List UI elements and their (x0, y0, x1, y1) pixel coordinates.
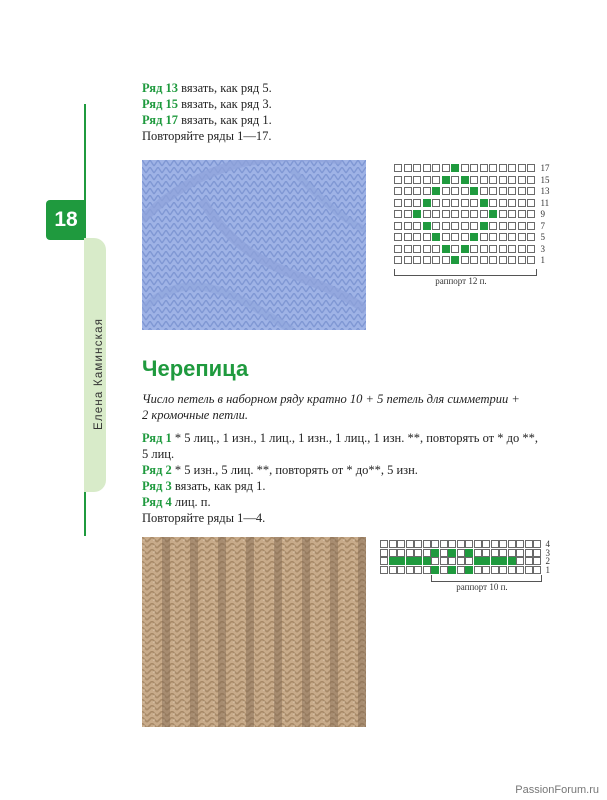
chart-cell (525, 549, 533, 557)
chart-cell (480, 164, 488, 172)
row-text: вязать, как ряд 5. (178, 81, 272, 95)
chart-cell (404, 245, 412, 253)
chart-cell (461, 176, 469, 184)
chart-cell (404, 210, 412, 218)
chart-cell (470, 176, 478, 184)
chart-cell (527, 187, 535, 195)
chart-cell (527, 199, 535, 207)
chart-cell (397, 549, 405, 557)
chart-cell (404, 164, 412, 172)
chart-cell (518, 245, 526, 253)
chart-row-label: 5 (540, 232, 545, 242)
chart-cell (451, 256, 459, 264)
chart-cell (508, 164, 516, 172)
chart-cell (470, 187, 478, 195)
chart-cell (442, 245, 450, 253)
chart-cell (499, 256, 507, 264)
chart-cell (525, 566, 533, 574)
chart-row-label: 11 (540, 197, 550, 208)
row-4 (142, 494, 211, 510)
chart-cell (491, 566, 499, 574)
row-label: Ряд 4 (142, 495, 172, 509)
chart-cell (499, 566, 507, 574)
chart-cell (508, 233, 516, 241)
chart-cell (508, 549, 516, 557)
chart-cell (431, 566, 439, 574)
chart-cell (451, 187, 459, 195)
knit-swatch-beige (142, 537, 366, 727)
chart-cell (499, 187, 507, 195)
chart-cell (461, 222, 469, 230)
chart-cell (465, 557, 473, 565)
chart-cell (442, 187, 450, 195)
chart-cell (414, 540, 422, 548)
chart-cell (394, 176, 402, 184)
chart-cell (414, 566, 422, 574)
chart-cell (525, 540, 533, 548)
intro-line-1: Число петель в наборном ряду кратно 10 + 5 петель для симметрии + (142, 392, 520, 406)
chart-cell (489, 164, 497, 172)
row-text: лиц. п. (171, 495, 211, 509)
chart-cell (461, 199, 469, 207)
chart-cell (480, 176, 488, 184)
chart-cell (442, 222, 450, 230)
row-label: Ряд 2 (142, 463, 172, 477)
chart-cell (448, 557, 456, 565)
row-label: Ряд 15 (142, 97, 179, 111)
chart-cell (518, 176, 526, 184)
chart-cell (527, 256, 535, 264)
chart-cell (508, 176, 516, 184)
chart-cell (394, 210, 402, 218)
chart-cell (432, 210, 440, 218)
chart-row-label: 1 (545, 564, 550, 575)
top-row-15 (142, 96, 272, 112)
chart-cell (508, 187, 516, 195)
chart-cell (451, 199, 459, 207)
chart-row-label: 7 (540, 220, 545, 231)
chart-cell (508, 256, 516, 264)
chart-cell (404, 222, 412, 230)
chart-cell (394, 245, 402, 253)
chart-cell (482, 549, 490, 557)
chart-cell (423, 245, 431, 253)
chart-cell (413, 176, 421, 184)
chart-cell (451, 245, 459, 253)
chart-cell (508, 245, 516, 253)
chart-row-label: 17 (540, 163, 550, 173)
chart-cell (461, 210, 469, 218)
chart-cell (461, 233, 469, 241)
chart-cell (533, 566, 541, 574)
chart-cell (470, 164, 478, 172)
chart-cell (480, 233, 488, 241)
chart-cell (489, 199, 497, 207)
chart-cell (474, 566, 482, 574)
chart-cell (518, 187, 526, 195)
chart-cell (470, 233, 478, 241)
chart-cell (516, 566, 524, 574)
chart-cell (432, 256, 440, 264)
chart-cell (394, 233, 402, 241)
chart-cell (431, 540, 439, 548)
chart-cell (406, 557, 414, 565)
chart-cell (432, 164, 440, 172)
chart-cell (440, 549, 448, 557)
chart-cell (489, 176, 497, 184)
section-title: Черепица (142, 356, 249, 381)
row-text: вязать, как ряд 1. (178, 113, 272, 127)
chart-cell (527, 222, 535, 230)
chart-cell (499, 549, 507, 557)
chart-cell (533, 540, 541, 548)
chart-cell (423, 549, 431, 557)
chart-cell (499, 164, 507, 172)
chart-cell (489, 210, 497, 218)
chart-cell (404, 256, 412, 264)
chart-cell (389, 540, 397, 548)
chart-cell (440, 557, 448, 565)
chart-cell (380, 566, 388, 574)
chart-cell (480, 187, 488, 195)
chart-cell (518, 164, 526, 172)
chart-cell (499, 222, 507, 230)
chart-cell (499, 233, 507, 241)
chart-cell (397, 557, 405, 565)
chart-cell (380, 540, 388, 548)
chart-cell (413, 245, 421, 253)
chart-cell (480, 245, 488, 253)
chart-cell (432, 199, 440, 207)
chart-cell (508, 557, 516, 565)
chart-cell (508, 210, 516, 218)
chart-cell (474, 549, 482, 557)
chart-cell (406, 566, 414, 574)
chart-cell (491, 557, 499, 565)
top-row-13 (142, 80, 272, 96)
chart-cell (423, 164, 431, 172)
chart-cell (482, 557, 490, 565)
chart-row-label: 3 (545, 547, 550, 558)
chart-cell (508, 540, 516, 548)
chart-cell (457, 557, 465, 565)
chart-cell (414, 549, 422, 557)
chart-cell (482, 566, 490, 574)
chart-cell (499, 557, 507, 565)
chart-cell (518, 199, 526, 207)
chart-cell (491, 540, 499, 548)
chart-cell (480, 222, 488, 230)
row-label: Ряд 1 (142, 431, 172, 445)
chart-cell (499, 540, 507, 548)
chart-cell (527, 245, 535, 253)
chart-cell (527, 233, 535, 241)
chart-cell (423, 557, 431, 565)
row-text: вязать, как ряд 1. (171, 479, 266, 493)
chart-cell (404, 199, 412, 207)
chart-cell (413, 210, 421, 218)
chart-cell (423, 210, 431, 218)
chart-cell (431, 549, 439, 557)
top-repeat: Повторяйте ряды 1—17. (142, 129, 272, 143)
chart-cell (380, 549, 388, 557)
chart-cell (527, 164, 535, 172)
chart-cell (448, 549, 456, 557)
chart-cell (474, 557, 482, 565)
rapport-label: раппорт 12 п. (435, 275, 487, 286)
chart-cell (508, 199, 516, 207)
chart-cell (413, 222, 421, 230)
chart-cell (489, 256, 497, 264)
chart-cell (516, 540, 524, 548)
row-1-line-2: 5 лиц. (142, 447, 175, 461)
chart-cell (499, 245, 507, 253)
chart-cell (516, 557, 524, 565)
chart-cell (442, 199, 450, 207)
knit-swatch-blue (142, 160, 366, 330)
author-name: Елена Каминская (93, 317, 105, 430)
chart-cell (432, 187, 440, 195)
chart-cell (489, 187, 497, 195)
watermark: PassionForum.ru (515, 784, 599, 796)
chart-cell (451, 233, 459, 241)
chart-cell (423, 176, 431, 184)
chart-cell (432, 176, 440, 184)
chart-cell (442, 256, 450, 264)
chart-cell (465, 549, 473, 557)
chart-cell (423, 256, 431, 264)
chart-cell (525, 557, 533, 565)
chart-cell (518, 210, 526, 218)
chart-cell (397, 566, 405, 574)
rapport-bracket (394, 269, 537, 276)
chart-cell (465, 540, 473, 548)
chart-cell (533, 549, 541, 557)
chart-cell (404, 176, 412, 184)
chart-cell (389, 566, 397, 574)
chart-cell (394, 199, 402, 207)
chart-cell (451, 164, 459, 172)
chart-row-label: 4 (545, 539, 550, 549)
chart-cell (489, 222, 497, 230)
chart-cell (431, 557, 439, 565)
chart-cell (489, 245, 497, 253)
row-label: Ряд 17 (142, 113, 179, 127)
chart-cell (423, 233, 431, 241)
chart-cell (451, 210, 459, 218)
chart-row-label: 9 (540, 209, 545, 219)
row-text: вязать, как ряд 3. (178, 97, 272, 111)
chart-cell (423, 222, 431, 230)
chart-cell (406, 549, 414, 557)
chart-cell (389, 557, 397, 565)
chart-cell (442, 176, 450, 184)
chart-cell (508, 566, 516, 574)
chart-cell (461, 164, 469, 172)
chart-cell (406, 540, 414, 548)
row-text: * 5 изн., 5 лиц. **, повторять от * до**, 5 изн. (171, 463, 418, 477)
chart-cell (527, 176, 535, 184)
chart-cell (470, 222, 478, 230)
chart-cell (397, 540, 405, 548)
chart-cell (533, 557, 541, 565)
chart-cell (461, 256, 469, 264)
chart-cell (413, 199, 421, 207)
chart-cell (413, 164, 421, 172)
chart-cell (461, 245, 469, 253)
chart-cell (423, 199, 431, 207)
chart-cell (404, 187, 412, 195)
chart-cell (516, 549, 524, 557)
top-row-17 (142, 112, 272, 128)
row-label: Ряд 13 (142, 81, 179, 95)
row-2 (142, 462, 418, 478)
chart-cell (474, 540, 482, 548)
row-text: * 5 лиц., 1 изн., 1 лиц., 1 изн., 1 лиц., 1 изн. **, повторять от * до **, (171, 431, 538, 445)
chart-cell (442, 210, 450, 218)
chart-cell (451, 222, 459, 230)
rapport-bracket (431, 575, 542, 582)
page-number: 18 (46, 200, 86, 240)
chart-cell (451, 176, 459, 184)
chart-cell (394, 187, 402, 195)
chart-cell (442, 164, 450, 172)
chart-cell (413, 256, 421, 264)
chart-cell (470, 256, 478, 264)
chart-cell (457, 549, 465, 557)
chart-cell (470, 245, 478, 253)
chart-cell (414, 557, 422, 565)
chart-cell (491, 549, 499, 557)
chart-cell (527, 210, 535, 218)
chart-cell (423, 187, 431, 195)
chart-cell (508, 222, 516, 230)
chart-cell (465, 566, 473, 574)
chart-cell (457, 566, 465, 574)
chart-cell (448, 540, 456, 548)
chart-cell (489, 233, 497, 241)
chart-cell (404, 233, 412, 241)
chart-cell (480, 199, 488, 207)
chart-cell (413, 233, 421, 241)
rapport-label: раппорт 10 п. (456, 582, 508, 592)
chart-cell (394, 164, 402, 172)
chart-cell (448, 566, 456, 574)
chart-cell (480, 210, 488, 218)
chart-cell (440, 566, 448, 574)
chart-cell (440, 540, 448, 548)
row-3 (142, 478, 265, 494)
chart-row-label: 1 (540, 255, 545, 265)
chart-cell (470, 210, 478, 218)
chart-cell (442, 233, 450, 241)
chart-cell (423, 566, 431, 574)
chart-cell (499, 199, 507, 207)
chart-cell (432, 233, 440, 241)
chart-cell (394, 256, 402, 264)
chart-cell (518, 222, 526, 230)
chart-cell (457, 540, 465, 548)
chart-row-label: 2 (545, 556, 550, 566)
chart-cell (389, 549, 397, 557)
chart-cell (518, 233, 526, 241)
row-1-line-1 (142, 430, 538, 446)
chart-cell (394, 222, 402, 230)
intro-line-2: 2 кромочные петли. (142, 408, 248, 422)
chart-cell (413, 187, 421, 195)
chart-cell (461, 187, 469, 195)
chart-cell (432, 245, 440, 253)
chart-cell (499, 210, 507, 218)
row-label: Ряд 3 (142, 479, 172, 493)
chart-cell (423, 540, 431, 548)
chart-row-label: 15 (540, 174, 550, 185)
chart-row-label: 13 (540, 186, 550, 196)
section-repeat: Повторяйте ряды 1—4. (142, 511, 266, 525)
chart-cell (482, 540, 490, 548)
chart-row-label: 3 (540, 243, 545, 254)
chart-cell (432, 222, 440, 230)
chart-cell (499, 176, 507, 184)
chart-cell (470, 199, 478, 207)
chart-cell (380, 557, 388, 565)
chart-cell (518, 256, 526, 264)
chart-cell (480, 256, 488, 264)
